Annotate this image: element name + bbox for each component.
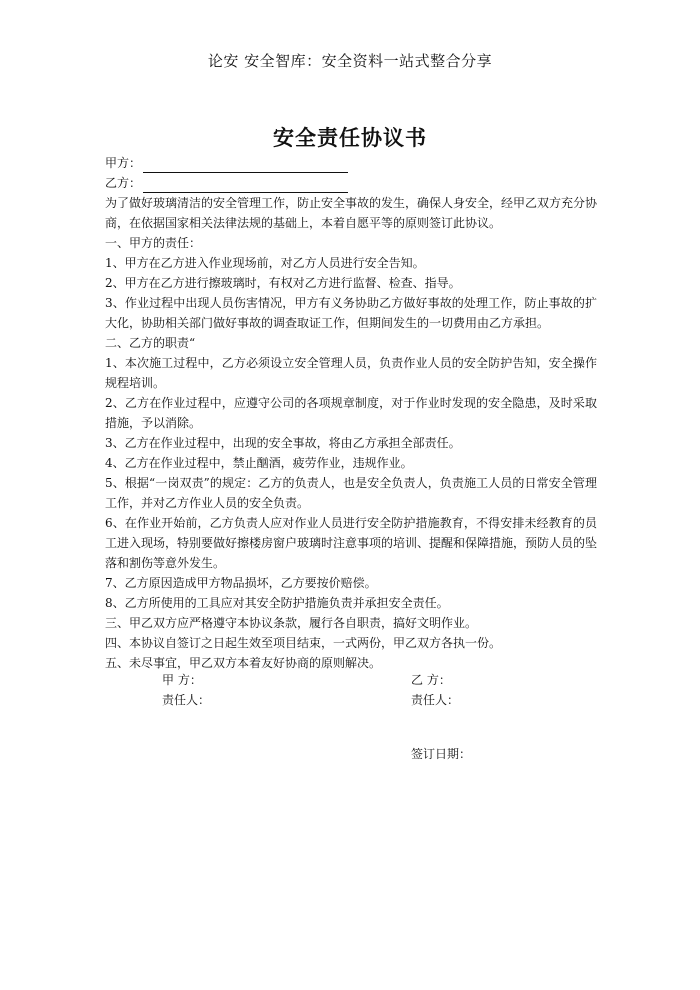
- signature-party-a: 甲 方：: [162, 673, 202, 687]
- document-title: 安全责任协议书: [273, 125, 427, 150]
- section-b-item: 2、乙方在作业过程中，应遵守公司的各项规章制度，对于作业时发现的安全隐患，及时采取措施，予以消除。: [105, 396, 597, 430]
- document-body: [105, 153, 597, 673]
- section-a-item: 2、甲方在乙方进行擦玻璃时，有权对乙方进行监督、检查、指导。: [105, 276, 461, 290]
- page-header: 论安 安全智库：安全资料一站式整合分享: [207, 52, 493, 70]
- signature-party-b-person: 责任人：: [411, 693, 460, 707]
- clause-four: 四、本协议自签订之日起生效至项目结束，一式两份，甲乙双方各执一份。: [105, 636, 502, 650]
- section-b-item: 5、根据“一岗双责”的规定：乙方的负责人，也是安全负责人，负责施工人员的日常安全管理工作，并对乙方作业人员的安全负责。: [105, 476, 597, 510]
- section-a-heading: 一、甲方的责任：: [105, 236, 202, 250]
- section-b-item: 7、乙方原因造成甲方物品损坏，乙方要按价赔偿。: [105, 576, 377, 590]
- section-b-item: 3、乙方在作业过程中，出现的安全事故，将由乙方承担全部责任。: [105, 436, 461, 450]
- section-b-item: 4、乙方在作业过程中，禁止酗酒，疲劳作业，违规作业。: [105, 456, 413, 470]
- clause-five: 五、未尽事宜，甲乙双方本着友好协商的原则解决。: [105, 656, 382, 670]
- signature-party-b: 乙 方：: [411, 673, 451, 687]
- section-b-heading: 二、乙方的职责“: [105, 336, 196, 350]
- section-a-item: 3、作业过程中出现人员伤害情况，甲方有义务协助乙方做好事故的处理工作，防止事故的扩大化，协助相关部门做好事故的调查取证工作，但期间发生的一切费用由乙方承担。: [105, 296, 597, 330]
- section-a-item: 1、甲方在乙方进入作业现场前，对乙方人员进行安全告知。: [105, 256, 425, 270]
- party-a-line: [105, 153, 597, 173]
- party-a-label: 甲方：: [105, 156, 142, 170]
- party-b-line: [105, 173, 597, 193]
- section-b-item: 8、乙方所使用的工具应对其安全防护措施负责并承担安全责任。: [105, 596, 449, 610]
- section-b-item: 1、本次施工过程中，乙方必须设立安全管理人员，负责作业人员的安全防护告知，安全操作规程培训。: [105, 356, 597, 390]
- signature-party-a-person: 责任人：: [162, 693, 211, 707]
- party-b-blank: [143, 178, 348, 193]
- signing-date-label: 签订日期：: [411, 747, 472, 761]
- clause-three: 三、甲乙双方应严格遵守本协议条款，履行各自职责，搞好文明作业。: [105, 616, 478, 630]
- party-b-label: 乙方：: [105, 176, 142, 190]
- intro-paragraph: 为了做好玻璃清洁的安全管理工作，防止安全事故的发生，确保人身安全，经甲乙双方充分协商，在依据国家相关法律法规的基础上，本着自愿平等的原则签订此协议。: [105, 196, 598, 230]
- party-a-blank: [143, 158, 348, 173]
- section-b-item: 6、在作业开始前，乙方负责人应对作业人员进行安全防护措施教育，不得安排未经教育的员工进入现场，特别要做好擦楼房窗户玻璃时注意事项的培训、提醒和保障措施，预防人员的坠落和割伤等意外发生。: [105, 516, 598, 570]
